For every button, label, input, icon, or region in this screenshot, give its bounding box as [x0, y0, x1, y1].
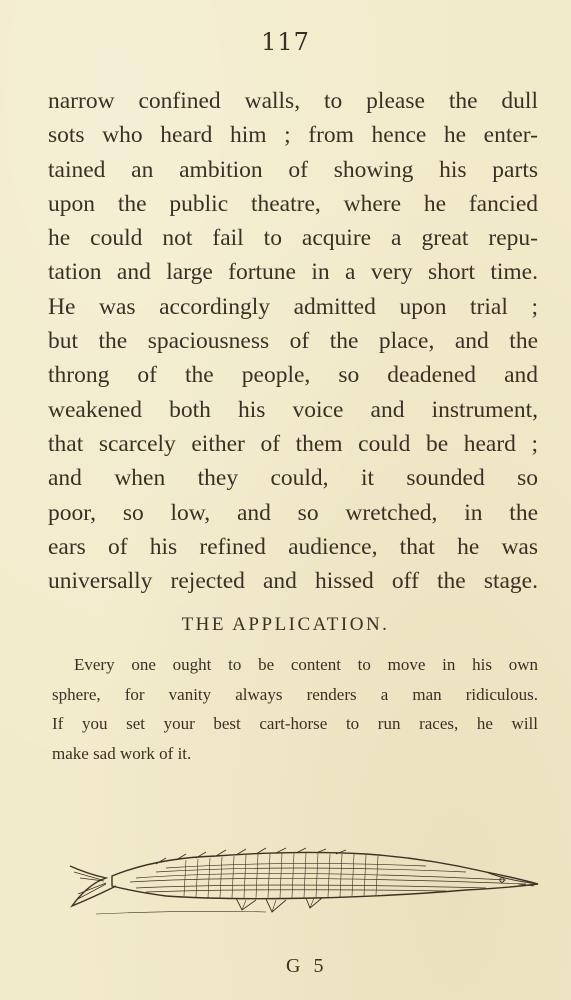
body-line: universally rejected and hissed off the stage. — [48, 568, 538, 595]
signature-mark: G 5 — [286, 955, 328, 977]
application-line: Every one ought to be content to move in his own — [74, 655, 538, 674]
application-line: sphere, for vanity always renders a man ridiculous. — [52, 684, 538, 704]
body-line: that scarcely either of them could be heard ; — [48, 430, 538, 457]
body-line: poor, so low, and so wretched, in the — [48, 499, 538, 526]
body-line: throng of the people, so deadened and — [48, 362, 538, 389]
body-line: narrow confined walls, to please the dull — [48, 88, 538, 114]
fish-engraving-icon — [66, 838, 542, 918]
body-line: sots who heard him ; from hence he enter- — [48, 122, 538, 149]
body-line: weakened both his voice and instrument, — [48, 396, 538, 423]
application-heading: THE APPLICATION. — [181, 614, 390, 635]
body-line: upon the public theatre, where he fancied — [48, 190, 538, 217]
page-number: 117 — [261, 28, 310, 56]
body-line: tation and large fortune in a very short time. — [48, 259, 538, 286]
body-text — [48, 84, 538, 598]
body-line: but the spaciousness of the place, and the — [48, 328, 538, 355]
body-line: He was accordingly admitted upon trial ; — [48, 293, 538, 320]
body-line: and when they could, it sounded so — [48, 465, 538, 492]
application-line: make sad work of it. — [52, 743, 192, 763]
body-line: he could not fail to acquire a great repu- — [48, 225, 538, 252]
application-text — [52, 650, 538, 768]
application-line: If you set your best cart-horse to run races, he will — [52, 714, 538, 733]
body-line: tained an ambition of showing his parts — [48, 156, 538, 183]
body-line: ears of his refined audience, that he was — [48, 533, 538, 560]
